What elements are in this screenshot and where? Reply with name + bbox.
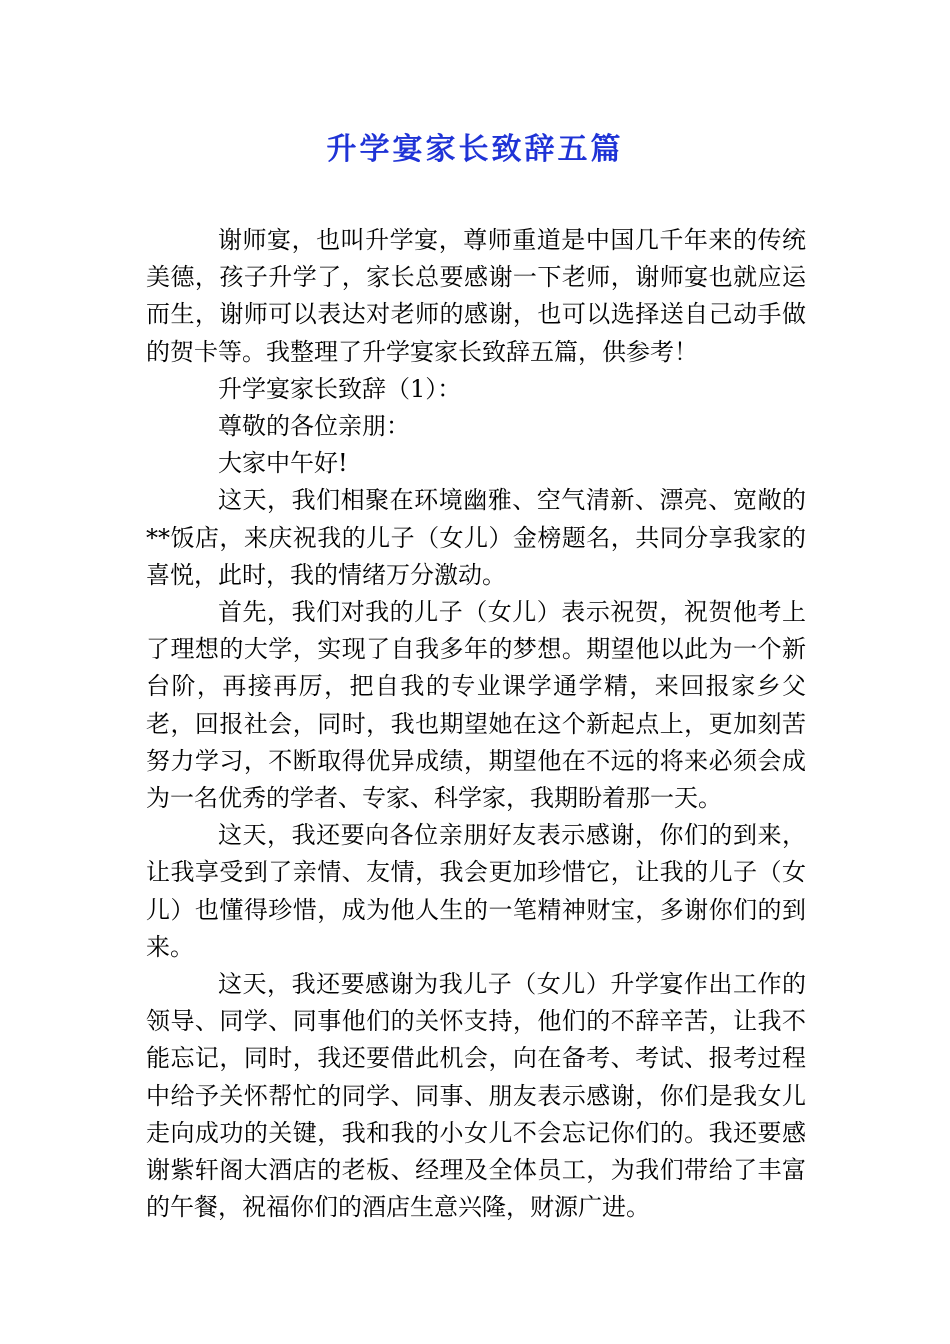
document-title: 升学宴家长致辞五篇 bbox=[326, 132, 624, 167]
document-body bbox=[146, 222, 806, 1226]
paragraph-greeting: 大家中午好! bbox=[218, 449, 348, 478]
paragraph-salutation: 尊敬的各位亲朋： bbox=[218, 412, 410, 441]
paragraph-congratulations: 首先，我们对我的儿子（女儿）表示祝贺，祝贺他考上了理想的大学，实现了自我多年的梦想。期望他以此为一个新台阶，再接再厉，把自我的专业课学通学精，来回报家乡父老，回报社会，同时，我也期望她在这个新起点上，更加刻苦努力学习，不断取得优异成绩，期望他在不远的将来必须会成为一名优秀的学者、专家、科学家，我期盼着那一天。 bbox=[146, 598, 806, 813]
paragraph-gathering: 这天，我们相聚在环境幽雅、空气清新、漂亮、宽敞的**饭店，来庆祝我的儿子（女儿）金榜题名，共同分享我家的喜悦，此时，我的情绪万分激动。 bbox=[146, 486, 806, 589]
paragraph-thanks-family: 这天，我还要向各位亲朋好友表示感谢，你们的到来，让我享受到了亲情、友情，我会更加珍惜它，让我的儿子（女儿）也懂得珍惜，成为他人生的一笔精神财宝，多谢你们的到来。 bbox=[146, 821, 806, 961]
paragraph-speech-heading: 升学宴家长致辞（1）： bbox=[218, 374, 462, 403]
paragraph-thanks-colleagues: 这天，我还要感谢为我儿子（女儿）升学宴作出工作的领导、同学、同事他们的关怀支持，他们的不辞辛苦，让我不能忘记，同时，我还要借此机会，向在备考、考试、报考过程中给予关怀帮忙的同学、同事、朋友表示感谢，你们是我女儿走向成功的关键，我和我的小女儿不会忘记你们的。我还要感谢紫轩阁大酒店的老板、经理及全体员工，为我们带给了丰富的午餐，祝福你们的酒店生意兴隆，财源广进。 bbox=[146, 970, 806, 1222]
paragraph-intro: 谢师宴，也叫升学宴，尊师重道是中国几千年来的传统美德，孩子升学了，家长总要感谢一下老师，谢师宴也就应运而生，谢师可以表达对老师的感谢，也可以选择送自己动手做的贺卡等。我整理了升学宴家长致辞五篇，供参考！ bbox=[146, 226, 806, 366]
